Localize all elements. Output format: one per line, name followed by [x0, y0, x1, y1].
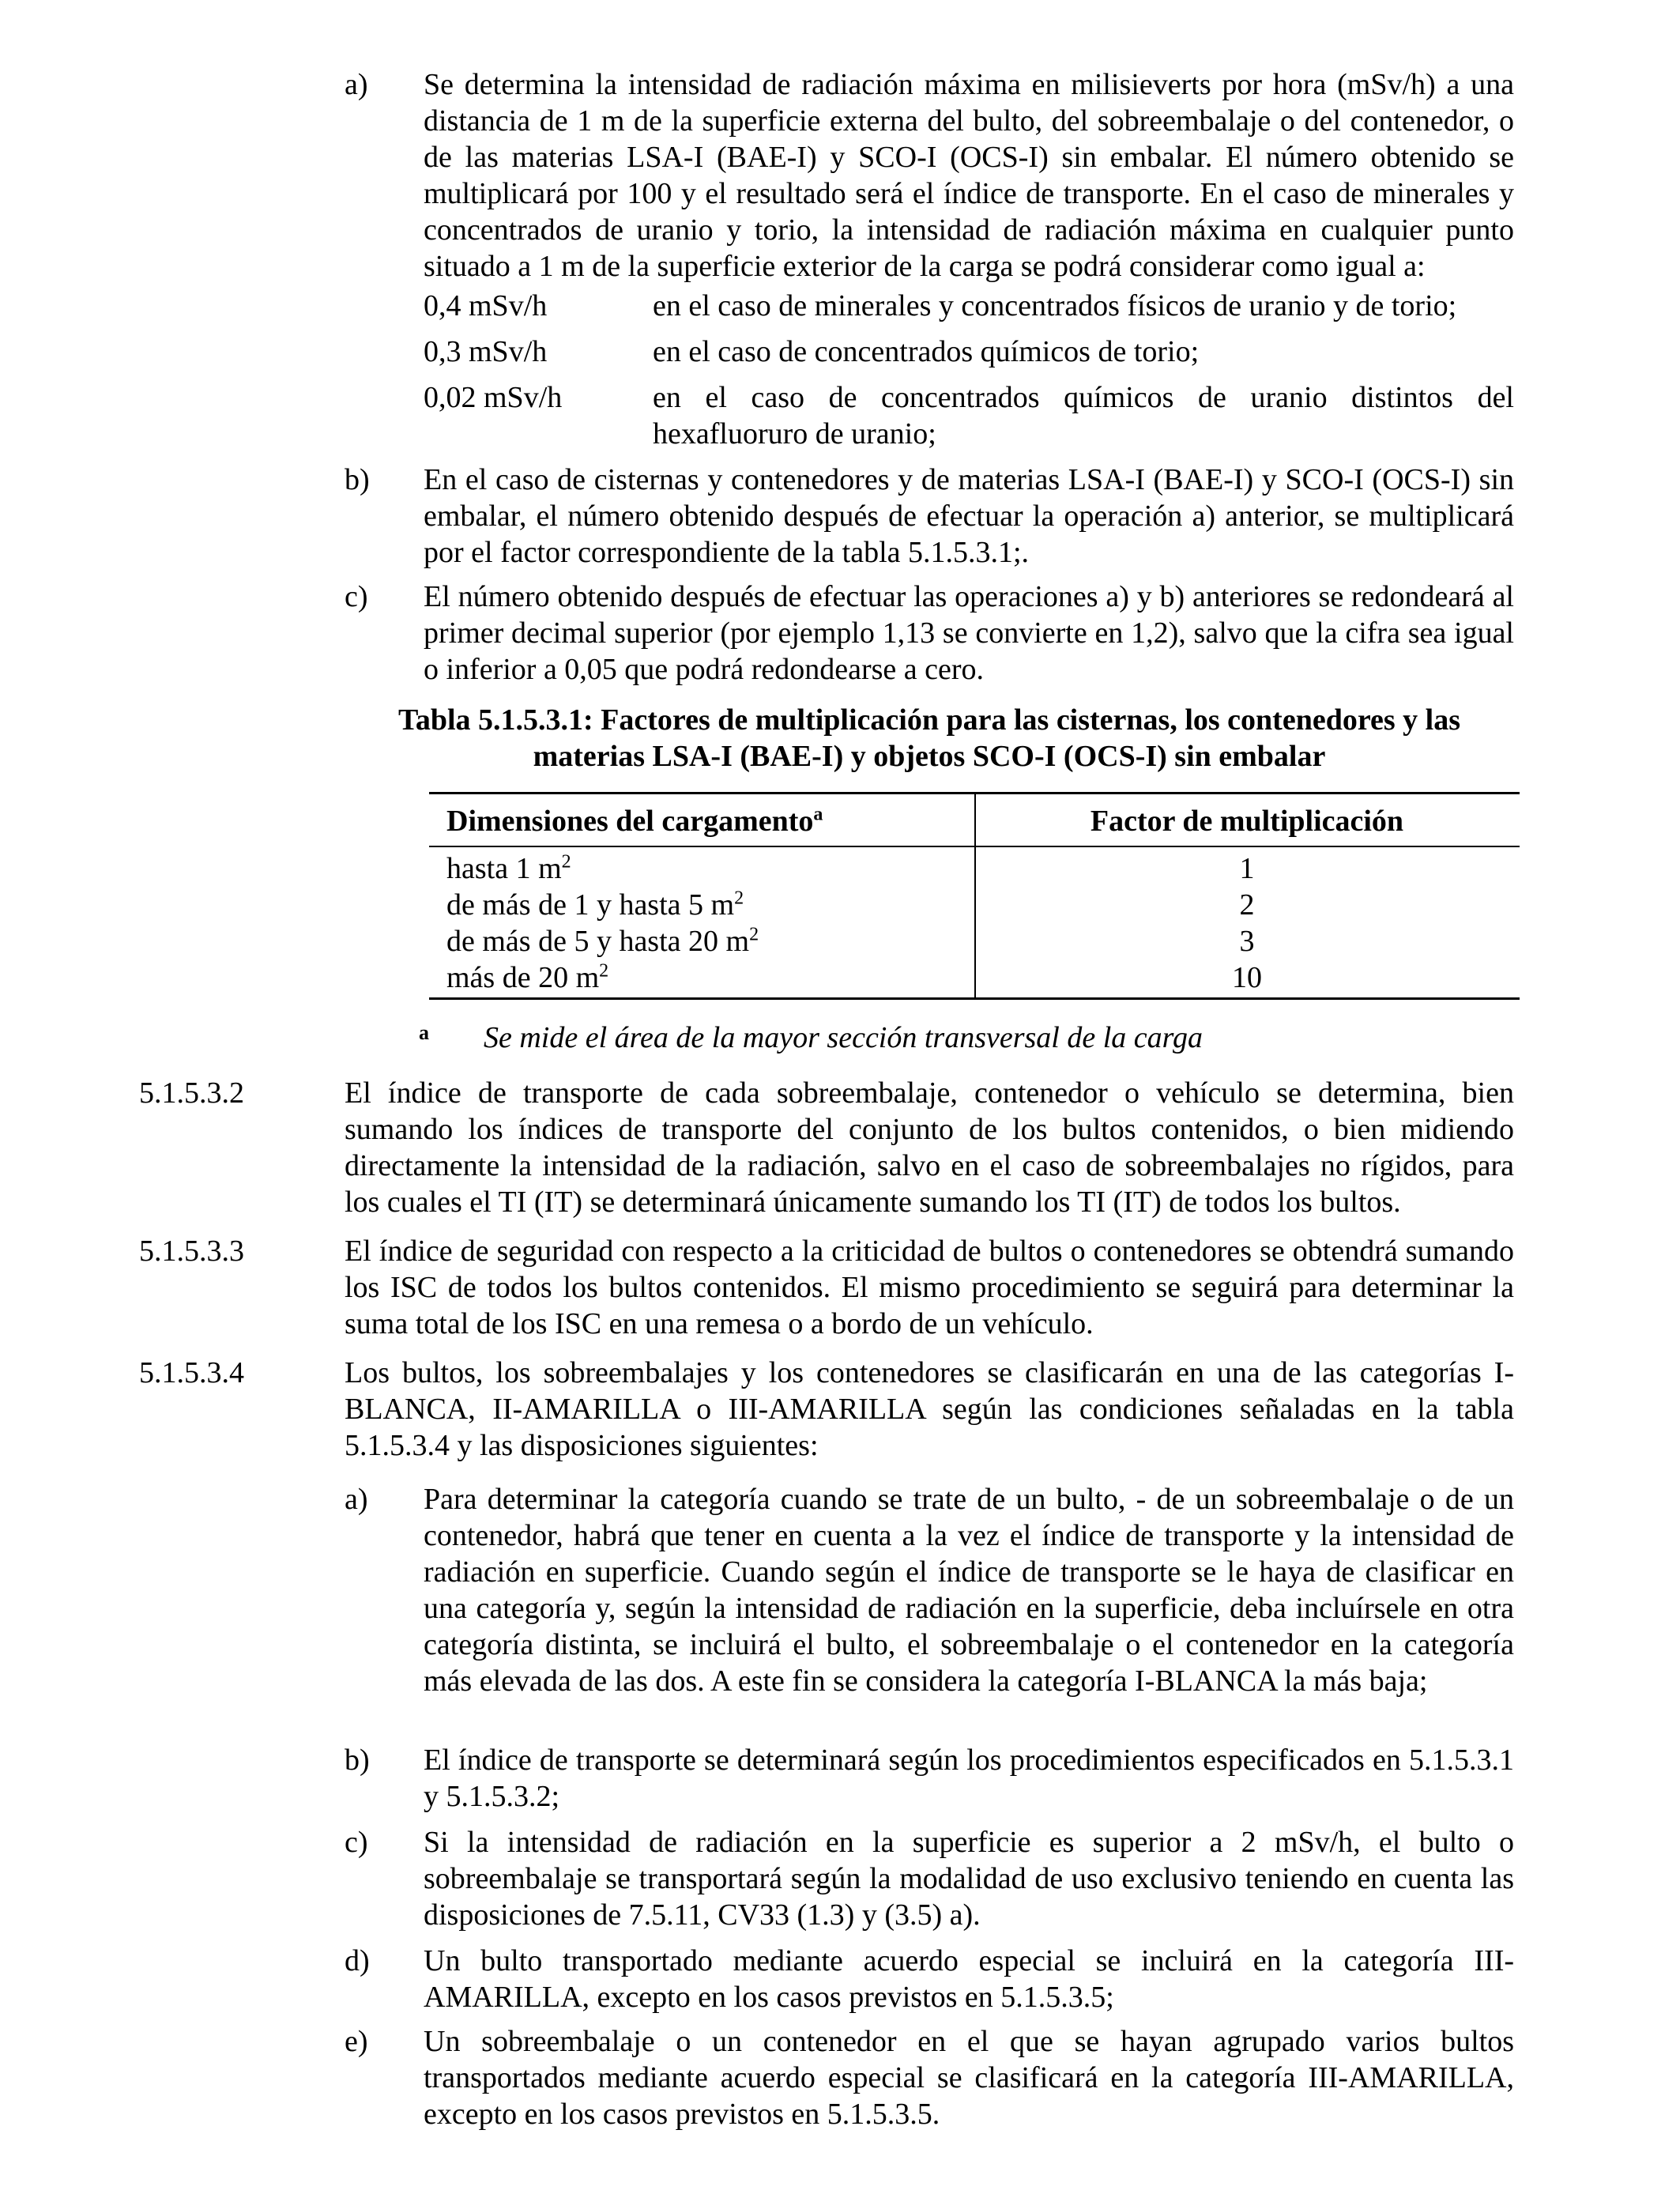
table-cell-factor: 3 [1239, 925, 1255, 958]
table-header-dimensions: Dimensiones del cargamento$^a$ [446, 804, 823, 838]
list-item-a [345, 66, 1514, 285]
table-cell-factor: 1 [1239, 852, 1255, 885]
list-item-text: Si la intensidad de radiación en la superficie es superior a 2 mSv/h, el bulto o sobreembalaje se transportará según la modalidad de uso exclusivo teniendo en cuenta las disposiciones de 7.5.11, CV33 (1.3) y (3.5) a). [424, 1826, 1514, 1932]
list-item-c [345, 579, 1514, 688]
list-item-c [345, 1824, 1514, 1933]
list-item-text: Un bulto transportado mediante acuerdo especial se incluirá en la categoría III-AMARILLA, excepto en los casos previstos en 5.1.5.3.5; [424, 1944, 1514, 2014]
section-text: El índice de transporte de cada sobreembalaje, contenedor o vehículo se determina, bien sumando los índices de transporte del conjunto de los bultos contenidos, o bien midiendo directamente la intensidad de la radiación, salvo en el caso de sobreembalajes no rígidos, para los cuales el TI (IT) se determinará únicamente sumando los TI (IT) de todos los bultos. [345, 1076, 1514, 1219]
list-marker: b) [345, 1744, 370, 1777]
list-item-text: El número obtenido después de efectuar las operaciones a) y b) anteriores se redondeará al primer decimal superior (por ejemplo 1,13 se convierte en 1,2), salvo que la cifra sea igual o inferior a 0,05 que podrá redondearse a cero. [424, 580, 1514, 686]
list-marker: c) [345, 1826, 368, 1859]
section-5-1-5-3-2 [139, 1075, 1514, 1220]
table-row [429, 959, 1520, 996]
footnote-text: Se mide el área de la mayor sección transversal de la carga [484, 1021, 1203, 1054]
table-header-rule [429, 846, 1520, 847]
list-marker: b) [345, 463, 370, 496]
radiation-value: 0,02 mSv/h [424, 381, 563, 414]
footnote-mark: a [419, 1021, 429, 1044]
table-row [429, 850, 1520, 887]
section-number: 5.1.5.3.4 [139, 1356, 244, 1389]
list-item-text: Un sobreembalaje o un contenedor en el que se hayan agrupado varios bultos transportados mediante acuerdo especial se clasificará en la categoría III-AMARILLA, excepto en los casos previstos en 5.1.5.3.5. [424, 2025, 1514, 2131]
table-cell-factor: 10 [1232, 961, 1262, 994]
table-caption-line: Tabla 5.1.5.3.1: Factores de multiplicación para las cisternas, los contenedores y las [397, 703, 1461, 737]
list-marker: e) [345, 2025, 368, 2058]
list-item-d [345, 1943, 1514, 2015]
table-bottom-rule [429, 997, 1520, 1000]
section-5-1-5-3-4 [139, 1355, 1514, 1464]
list-item-text: El índice de transporte se determinará según los procedimientos especificados en 5.1.5.3.1 y 5.1.5.3.2; [424, 1744, 1514, 1813]
radiation-description: en el caso de minerales y concentrados físicos de uranio y de torio; [653, 289, 1457, 322]
section-text: Los bultos, los sobreembalajes y los contenedores se clasificarán en una de las categorías I-BLANCA, II-AMARILLA o III-AMARILLA según las condiciones señaladas en la tabla 5.1.5.3.4 y las disposiciones siguientes: [345, 1356, 1514, 1462]
list-marker: a) [345, 68, 368, 101]
list-item-a [345, 1481, 1514, 1699]
value-row [424, 379, 1514, 452]
footnote-reference: a [813, 804, 823, 825]
table-cell-factor: 2 [1239, 888, 1255, 922]
radiation-description: en el caso de concentrados químicos de torio; [653, 335, 1200, 368]
list-item-text: En el caso de cisternas y contenedores y de materias LSA-I (BAE-I) y SCO-I (OCS-I) sin embalar, el número obtenido después de efectuar la operación a) anterior, se multiplicará por el factor correspondiente de la tabla 5.1.5.3.1;. [424, 463, 1514, 569]
section-number: 5.1.5.3.2 [139, 1076, 244, 1110]
list-marker: a) [345, 1483, 368, 1516]
list-item-text: Se determina la intensidad de radiación máxima en milisieverts por hora (mSv/h) a una distancia de 1 m de la superficie externa del bulto, del sobreembalaje o del contenedor, o de las materias LSA-I (BAE-I) y SCO-I (OCS-I) sin embalar. El número obtenido se multiplicará por 100 y el resultado será el índice de transporte. En el caso de minerales y concentrados de uranio y torio, la intensidad de radiación máxima en cualquier punto situado a 1 m de la superficie exterior de la carga se podrá considerar como igual a: [424, 68, 1514, 283]
table-cell-dimension: hasta 1 $m^2$ [446, 851, 571, 885]
table-header-factor: Factor de multiplicación [1090, 805, 1404, 838]
radiation-value: 0,3 mSv/h [424, 335, 548, 368]
table-row [429, 887, 1520, 923]
list-item-text: Para determinar la categoría cuando se trate de un bulto, - de un sobreembalaje o de un contenedor, habrá que tener en cuenta a la vez el índice de transporte y la intensidad de radiación en superficie. Cuando según el índice de transporte se le haya de clasificar en una categoría y, según la intensidad de radiación en la superficie, deba incluírsele en otra categoría distinta, se incluirá el bulto, el sobreembalaje o el contenedor en la categoría más elevada de las dos. A este fin se considera la categoría I-BLANCA la más baja; [424, 1483, 1514, 1698]
table-row [429, 923, 1520, 959]
radiation-description: en el caso de concentrados químicos de uranio distintos del hexafluoruro de uranio; [653, 381, 1514, 450]
table-cell-dimension: de más de 5 y hasta 20 $m^2$ [446, 924, 759, 958]
section-text: El índice de seguridad con respecto a la criticidad de bultos o contenedores se obtendrá sumando los ISC de todos los bultos contenidos. El mismo procedimiento se seguirá para determinar la suma total de los ISC en una remesa o a bordo de un vehículo. [345, 1235, 1514, 1340]
section-number: 5.1.5.3.3 [139, 1235, 244, 1268]
table-caption [345, 702, 1514, 775]
list-marker: d) [345, 1944, 370, 1977]
value-row [424, 288, 1514, 324]
radiation-value: 0,4 mSv/h [424, 289, 548, 322]
table-caption-line: materias LSA-I (BAE-I) y objetos SCO-I (OCS-I) sin embalar [533, 740, 1326, 773]
list-item-e [345, 2023, 1514, 2132]
list-marker: c) [345, 580, 368, 613]
section-5-1-5-3-3 [139, 1233, 1514, 1342]
value-row [424, 334, 1514, 370]
table-cell-dimension: más de 20 $m^2$ [446, 960, 609, 994]
list-item-b [345, 1742, 1514, 1815]
list-item-b [345, 462, 1514, 571]
table-cell-dimension: de más de 1 y hasta 5 $m^2$ [446, 888, 744, 922]
